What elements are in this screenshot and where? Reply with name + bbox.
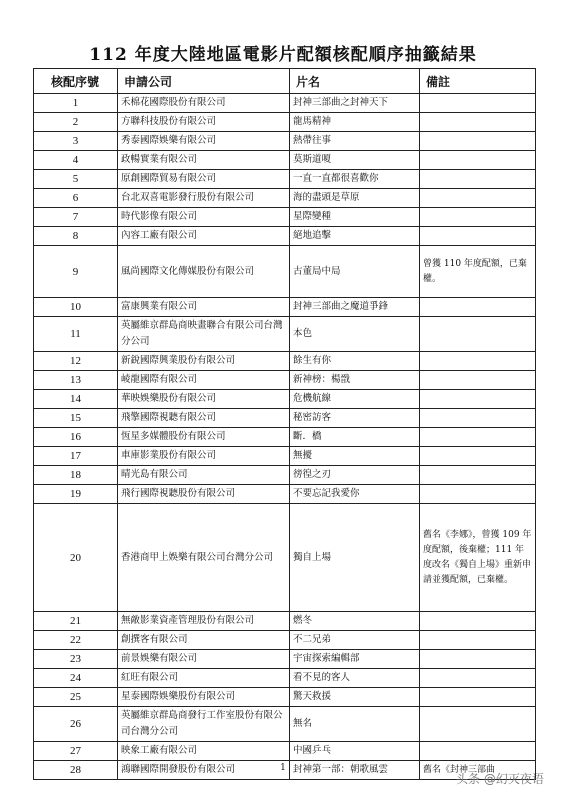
row-note (420, 227, 536, 246)
table-row (34, 94, 536, 113)
row-company: 恆星多媒體股份有限公司 (118, 428, 290, 447)
row-company: 英屬維京群島商映畫聯合有限公司台灣分公司 (118, 317, 290, 352)
row-company: 香港商甲上娛樂有限公司台灣分公司 (118, 504, 290, 612)
row-company: 禾棉花國際股份有限公司 (118, 94, 290, 113)
page-title: 112 年度大陸地區電影片配額核配順序抽籤結果 (89, 45, 477, 65)
row-number: 28 (34, 761, 118, 780)
table-row (34, 132, 536, 151)
table-row (34, 298, 536, 317)
row-number: 24 (34, 669, 118, 688)
row-film: 龍馬精神 (290, 113, 420, 132)
row-film: 絕地追擊 (290, 227, 420, 246)
table-row (34, 189, 536, 208)
row-note (420, 650, 536, 669)
row-company: 紅旺有限公司 (118, 669, 290, 688)
row-film: 宇宙探索編輯部 (290, 650, 420, 669)
row-number: 11 (34, 317, 118, 352)
column-header-company: 申請公司 (118, 69, 290, 94)
row-number: 22 (34, 631, 118, 650)
row-number: 2 (34, 113, 118, 132)
row-number: 20 (34, 504, 118, 612)
table-row (34, 742, 536, 761)
row-number: 18 (34, 466, 118, 485)
row-number: 8 (34, 227, 118, 246)
table-row (34, 504, 536, 612)
table-row (34, 352, 536, 371)
row-film: 封神三部曲之封神天下 (290, 94, 420, 113)
row-note (420, 466, 536, 485)
table-row (34, 669, 536, 688)
row-number: 13 (34, 371, 118, 390)
row-number: 12 (34, 352, 118, 371)
row-company: 台北双喜電影發行股份有限公司 (118, 189, 290, 208)
watermark: 头条 @幻灭夜语 (456, 772, 544, 786)
row-number: 21 (34, 612, 118, 631)
table-row (34, 688, 536, 707)
row-company: 車庫影業股份有限公司 (118, 447, 290, 466)
row-company: 映象工廠有限公司 (118, 742, 290, 761)
row-film: 餘生有你 (290, 352, 420, 371)
table-row (34, 650, 536, 669)
row-note (420, 447, 536, 466)
row-note (420, 317, 536, 352)
row-note (420, 371, 536, 390)
row-film: 新神榜：楊戩 (290, 371, 420, 390)
row-company: 崚龍國際有限公司 (118, 371, 290, 390)
row-company: 原創國際貿易有限公司 (118, 170, 290, 189)
row-film: 中國乒乓 (290, 742, 420, 761)
row-number: 25 (34, 688, 118, 707)
row-number: 27 (34, 742, 118, 761)
row-note (420, 151, 536, 170)
row-note (420, 352, 536, 371)
row-note (420, 485, 536, 504)
row-company: 創撰客有限公司 (118, 631, 290, 650)
row-number: 23 (34, 650, 118, 669)
row-number: 7 (34, 208, 118, 227)
row-number: 10 (34, 298, 118, 317)
table-row (34, 246, 536, 298)
table-row (34, 208, 536, 227)
row-film: 無名 (290, 707, 420, 742)
row-company: 方聯科技股份有限公司 (118, 113, 290, 132)
row-film: 危機航線 (290, 390, 420, 409)
table-row (34, 631, 536, 650)
row-film: 無擾 (290, 447, 420, 466)
row-film: 秘密訪客 (290, 409, 420, 428)
page-number: 1 (280, 763, 286, 773)
row-note (420, 688, 536, 707)
row-number: 4 (34, 151, 118, 170)
row-film: 不二兄弟 (290, 631, 420, 650)
row-number: 19 (34, 485, 118, 504)
row-film: 一直一直都很喜歡你 (290, 170, 420, 189)
row-number: 26 (34, 707, 118, 742)
row-number: 9 (34, 246, 118, 298)
row-company: 鴻聯國際開發股份有限公司 (118, 761, 290, 780)
row-note (420, 612, 536, 631)
row-film: 莫斯道嗄 (290, 151, 420, 170)
row-note: 曾獲 110 年度配額，已棄權。 (420, 246, 536, 298)
row-film: 古董局中局 (290, 246, 420, 298)
table-row (34, 707, 536, 742)
row-number: 14 (34, 390, 118, 409)
row-company: 內容工廠有限公司 (118, 227, 290, 246)
row-company: 英屬維京群島商發行工作室股份有限公司台灣分公司 (118, 707, 290, 742)
row-note (420, 132, 536, 151)
table-row (34, 466, 536, 485)
row-note (420, 428, 536, 447)
table-row (34, 612, 536, 631)
table-row (34, 227, 536, 246)
row-note (420, 94, 536, 113)
row-number: 16 (34, 428, 118, 447)
column-header-film: 片名 (290, 69, 420, 94)
row-film: 封神三部曲之魔道爭鋒 (290, 298, 420, 317)
row-note (420, 409, 536, 428)
row-film: 徬徨之刃 (290, 466, 420, 485)
row-film: 燃冬 (290, 612, 420, 631)
row-note (420, 742, 536, 761)
row-note (420, 170, 536, 189)
row-note (420, 669, 536, 688)
row-film: 本色 (290, 317, 420, 352)
row-note (420, 390, 536, 409)
table-row (34, 428, 536, 447)
row-film: 斷．橋 (290, 428, 420, 447)
row-number: 17 (34, 447, 118, 466)
table-row (34, 113, 536, 132)
row-film: 看不見的客人 (290, 669, 420, 688)
row-company: 飛擎國際視聽有限公司 (118, 409, 290, 428)
row-note (420, 208, 536, 227)
row-note (420, 631, 536, 650)
row-film: 封神第一部：朝歌風雲 (290, 761, 420, 780)
row-company: 無敵影業資產管理股份有限公司 (118, 612, 290, 631)
column-header-number: 核配序號 (34, 69, 118, 94)
table-row (34, 390, 536, 409)
row-number: 5 (34, 170, 118, 189)
table-row (34, 485, 536, 504)
row-company: 新銳國際興業股份有限公司 (118, 352, 290, 371)
row-film: 不要忘記我愛你 (290, 485, 420, 504)
table-row (34, 170, 536, 189)
table-row (34, 371, 536, 390)
row-company: 秀泰國際娛樂有限公司 (118, 132, 290, 151)
row-company: 晴光島有限公司 (118, 466, 290, 485)
row-number: 3 (34, 132, 118, 151)
row-number: 15 (34, 409, 118, 428)
row-company: 前景娛樂有限公司 (118, 650, 290, 669)
row-film: 獨自上場 (290, 504, 420, 612)
row-company: 風尚國際文化傳媒股份有限公司 (118, 246, 290, 298)
row-film: 星際變種 (290, 208, 420, 227)
row-note (420, 298, 536, 317)
row-note (420, 189, 536, 208)
row-film: 海的盡頭是草原 (290, 189, 420, 208)
table-row (34, 447, 536, 466)
row-company: 華映娛樂股份有限公司 (118, 390, 290, 409)
row-company: 富康興業有限公司 (118, 298, 290, 317)
row-number: 6 (34, 189, 118, 208)
table-row (34, 409, 536, 428)
row-number: 1 (34, 94, 118, 113)
table-header-row (34, 69, 536, 94)
row-company: 時代影像有限公司 (118, 208, 290, 227)
row-film: 熱帶往事 (290, 132, 420, 151)
table-row (34, 151, 536, 170)
row-company: 政暢實業有限公司 (118, 151, 290, 170)
row-note (420, 113, 536, 132)
row-note (420, 707, 536, 742)
row-company: 飛行國際視聽股份有限公司 (118, 485, 290, 504)
row-note: 舊名《封神三部曲 (420, 761, 536, 780)
column-header-note: 備註 (420, 69, 536, 94)
table-row (34, 317, 536, 352)
row-note: 舊名《李娜》，曾獲 109 年度配額，後棄權；111 年度改名《獨自上場》重新申請並獲配額，已棄權。 (420, 504, 536, 612)
allocation-table (33, 68, 536, 780)
row-film: 驚天救援 (290, 688, 420, 707)
row-company: 星泰國際娛樂股份有限公司 (118, 688, 290, 707)
